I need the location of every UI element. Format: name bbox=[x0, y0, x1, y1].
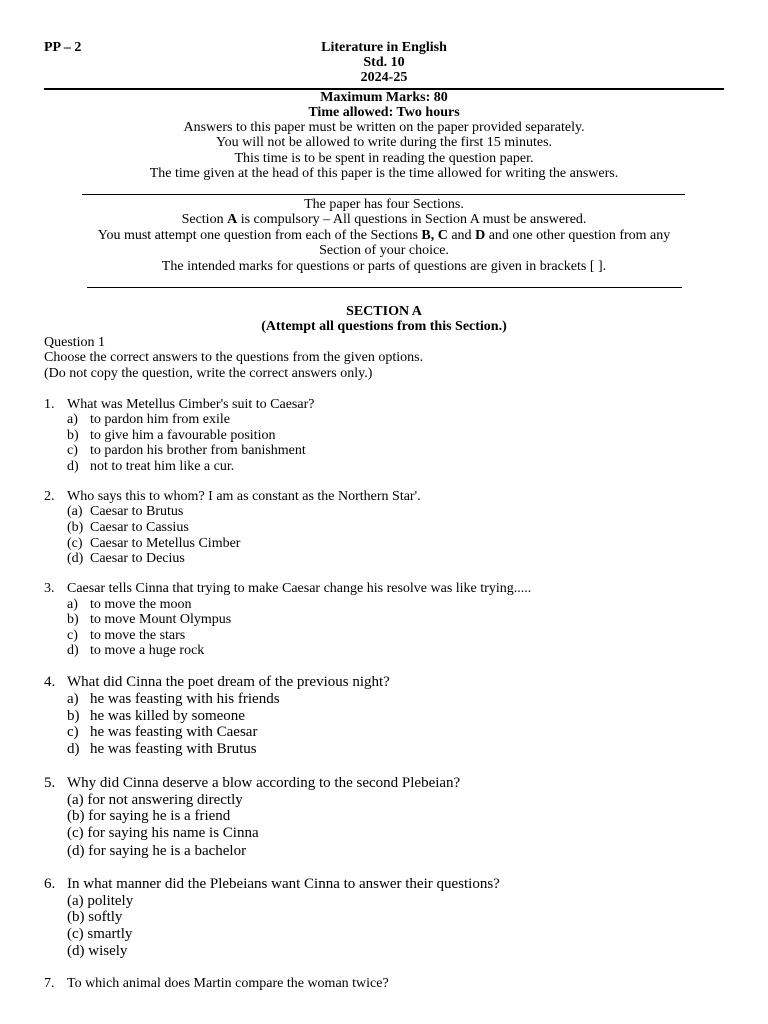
option-item: d) to move a huge rock bbox=[67, 643, 205, 658]
marks-info-line: The intended marks for questions or parts of questions are given in brackets [ ]. bbox=[161, 259, 607, 274]
instruction-line: Answers to this paper must be written on the paper provided separately. bbox=[183, 120, 585, 135]
question-number: 1. bbox=[44, 397, 55, 412]
option-item: (c) smartly bbox=[67, 926, 133, 942]
option-item: d) he was feasting with Brutus bbox=[67, 741, 257, 757]
section-a-compulsory-line: Section A is compulsory – All questions in Section A must be answered. bbox=[181, 212, 587, 227]
time-allowed: Time allowed: Two hours bbox=[308, 105, 460, 120]
option-item: c) he was feasting with Caesar bbox=[67, 724, 258, 740]
question-instruction: Choose the correct answers to the questions from the given options. bbox=[44, 350, 424, 365]
instruction-line: You will not be allowed to write during the first 15 minutes. bbox=[215, 135, 553, 150]
option-item: (d) for saying he is a bachelor bbox=[67, 843, 247, 859]
question-text: What was Metellus Cimber's suit to Caesar? bbox=[67, 397, 315, 412]
paper-code: PP – 2 bbox=[44, 40, 82, 55]
question-number: 6. bbox=[44, 876, 56, 892]
question-label: Question 1 bbox=[44, 335, 106, 350]
question-number: 5. bbox=[44, 775, 56, 791]
standard: Std. 10 bbox=[363, 55, 405, 70]
instruction-line: This time is to be spent in reading the question paper. bbox=[234, 151, 534, 166]
option-item: b) he was killed by someone bbox=[67, 708, 245, 724]
option-item: (c) for saying his name is Cinna bbox=[67, 825, 259, 841]
question-text: In what manner did the Plebeians want Cinna to answer their questions? bbox=[67, 876, 500, 892]
option-item: (a) politely bbox=[67, 893, 134, 909]
section-a-subtitle: (Attempt all questions from this Section.) bbox=[261, 319, 507, 334]
option-item: (b) softly bbox=[67, 909, 123, 925]
maximum-marks: Maximum Marks: 80 bbox=[320, 90, 448, 105]
option-item: (a) Caesar to Brutus bbox=[67, 504, 184, 519]
question-number: 7. bbox=[44, 976, 55, 991]
option-item: c) to move the stars bbox=[67, 628, 186, 643]
option-item: (d) wisely bbox=[67, 943, 128, 959]
option-item: (d) Caesar to Decius bbox=[67, 551, 185, 566]
question-text: To which animal does Martin compare the woman twice? bbox=[67, 976, 389, 991]
question-text: Who says this to whom? I am as constant as the Northern Star'. bbox=[67, 489, 421, 504]
question-text: What did Cinna the poet dream of the previous night? bbox=[67, 674, 390, 690]
divider-line bbox=[82, 194, 685, 195]
subject-title: Literature in English bbox=[321, 40, 447, 55]
question-number: 2. bbox=[44, 489, 55, 504]
question-text: Caesar tells Cinna that trying to make Caesar change his resolve was like trying..... bbox=[67, 581, 532, 596]
sections-count-line: The paper has four Sections. bbox=[304, 197, 464, 212]
section-a-title: SECTION A bbox=[346, 304, 422, 319]
option-item: a) he was feasting with his friends bbox=[67, 691, 280, 707]
question-instruction: (Do not copy the question, write the correct answers only.) bbox=[44, 366, 373, 381]
sections-choice-line-2: Section of your choice. bbox=[319, 243, 449, 258]
option-item: (c) Caesar to Metellus Cimber bbox=[67, 536, 241, 551]
question-number: 3. bbox=[44, 581, 55, 596]
option-item: a) to pardon him from exile bbox=[67, 412, 230, 427]
instruction-line: The time given at the head of this paper is the time allowed for writing the answers. bbox=[149, 166, 619, 181]
option-item: b) to give him a favourable position bbox=[67, 428, 276, 443]
sections-choice-line: You must attempt one question from each of the Sections B, C and D and one other question from any bbox=[97, 228, 671, 243]
divider-line bbox=[87, 287, 682, 288]
option-item: (a) for not answering directly bbox=[67, 792, 243, 808]
option-item: (b) Caesar to Cassius bbox=[67, 520, 189, 535]
option-item: b) to move Mount Olympus bbox=[67, 612, 232, 627]
academic-year: 2024-25 bbox=[360, 70, 408, 85]
option-item: a) to move the moon bbox=[67, 597, 192, 612]
option-item: (b) for saying he is a friend bbox=[67, 808, 231, 824]
option-item: d) not to treat him like a cur. bbox=[67, 459, 235, 474]
option-item: c) to pardon his brother from banishment bbox=[67, 443, 306, 458]
question-text: Why did Cinna deserve a blow according to the second Plebeian? bbox=[67, 775, 461, 791]
question-number: 4. bbox=[44, 674, 56, 690]
